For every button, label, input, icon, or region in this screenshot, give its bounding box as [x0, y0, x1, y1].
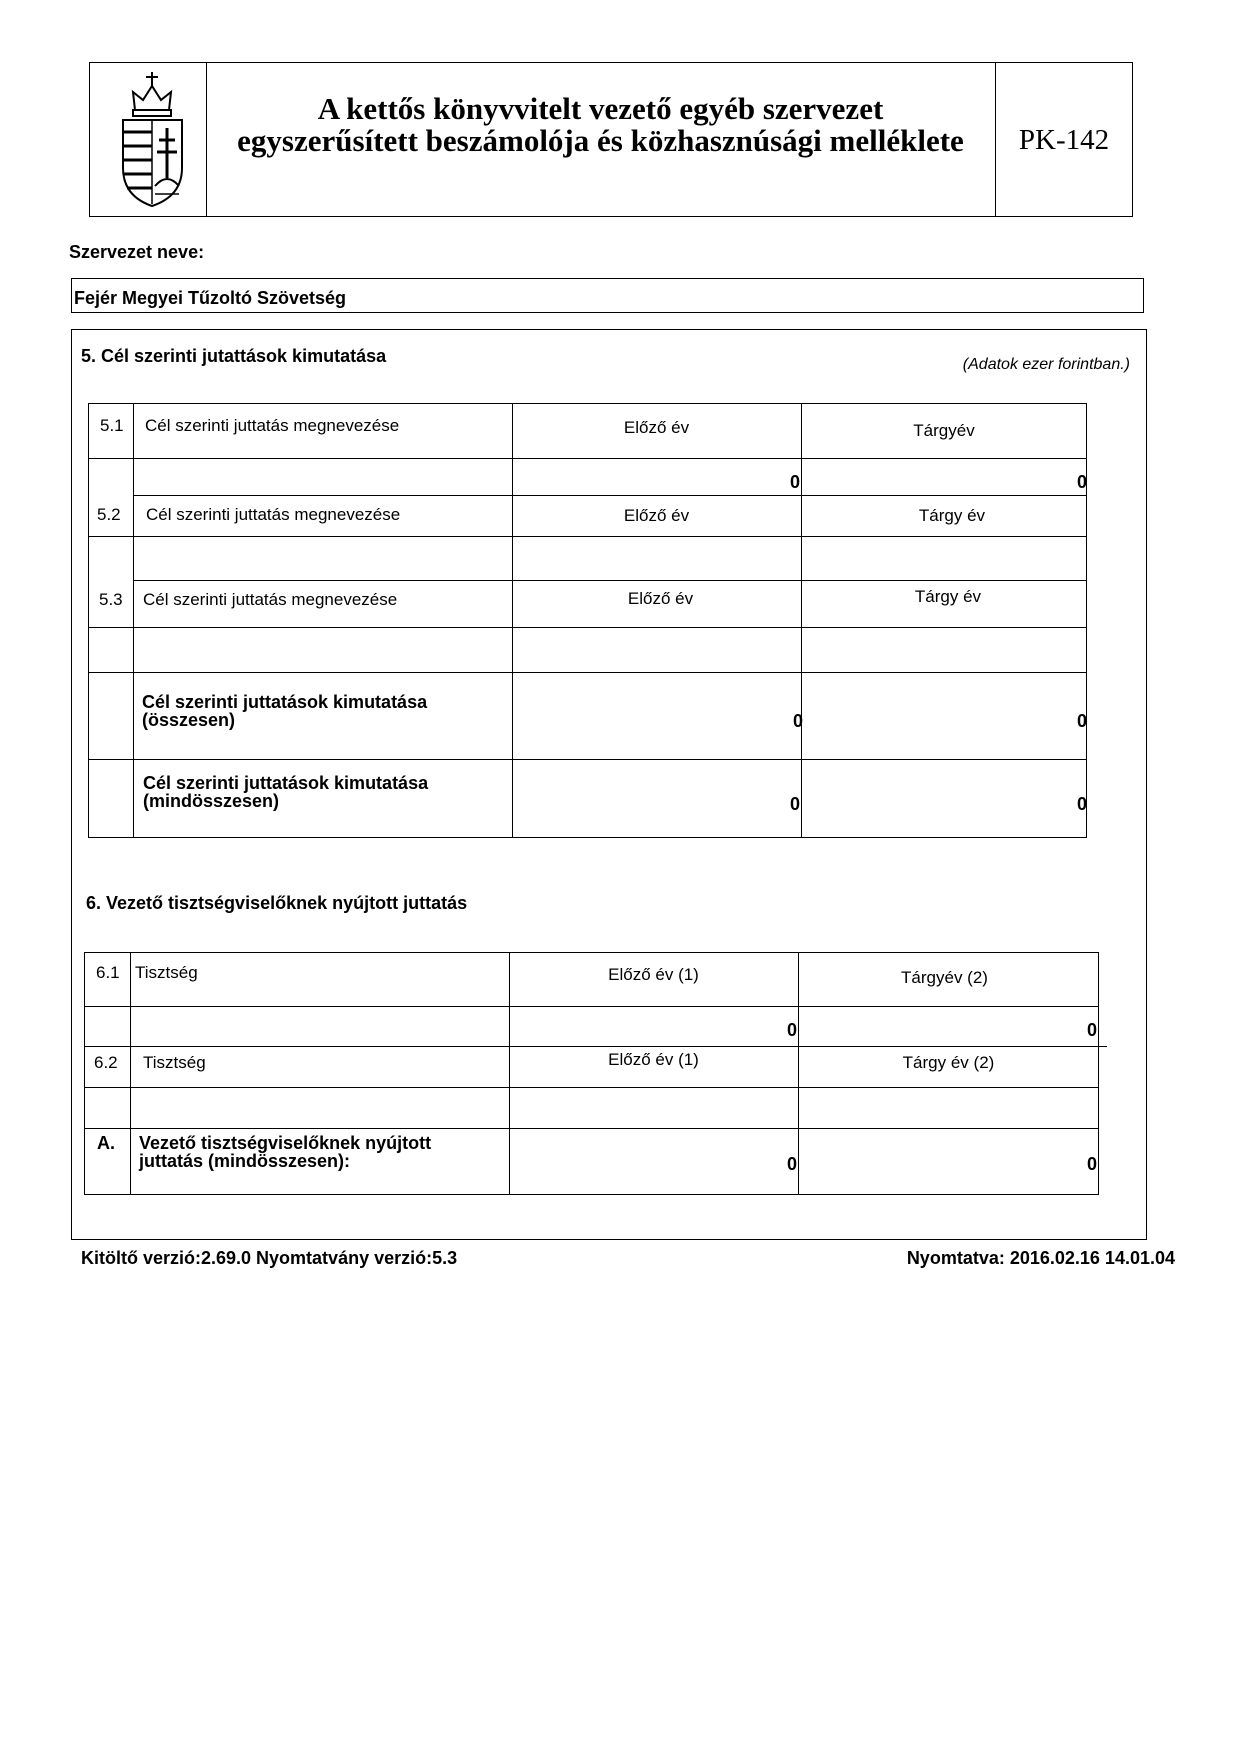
form-title-line2: egyszerűsített beszámolója és közhasznúsági melléklete: [237, 123, 964, 158]
row-5-2-name-value[interactable]: [140, 545, 505, 567]
row-5-3-name-label: Cél szerinti juttatás megnevezése: [143, 590, 398, 609]
row-5-2-prev-label: Előző év: [623, 506, 690, 525]
row-5-1-prev-label: Előző év: [623, 418, 690, 437]
section5-subtotal-label-line2: (összesen): [142, 710, 236, 730]
section5-subtotal-prev: 0: [792, 711, 803, 731]
form-title-line1: A kettős könyvvitelt vezető egyéb szervezet: [317, 91, 884, 126]
row-6-1-curr-value[interactable]: 0: [1086, 1020, 1097, 1040]
units-note: (Adatok ezer forintban.): [962, 356, 1130, 373]
row-6-1-prev-label: Előző év (1): [608, 965, 699, 984]
section6-total-number: A.: [97, 1133, 115, 1153]
row-5-1-name-label: Cél szerinti juttatás megnevezése: [145, 416, 400, 435]
form-title: [206, 93, 995, 157]
section5-total-label-line2: (mindösszesen): [143, 791, 280, 811]
section5-subtotal-label-line1: Cél szerinti juttatások kimutatása: [142, 692, 428, 712]
row-5-3-name-value[interactable]: [140, 637, 505, 659]
row-5-1-prev-value[interactable]: 0: [789, 472, 800, 492]
row-5-2-name-label: Cél szerinti juttatás megnevezése: [146, 505, 401, 524]
section5-subtotal-label: [142, 693, 427, 729]
row-5-1-name-value[interactable]: [140, 470, 505, 492]
section5-title: 5. Cél szerinti jutattások kimutatása: [81, 346, 387, 366]
row-6-2-name-label: Tisztség: [143, 1053, 206, 1072]
section5-total-label-line1: Cél szerinti juttatások kimutatása: [143, 773, 429, 793]
organization-name: Fejér Megyei Tűzoltó Szövetség: [74, 288, 347, 308]
row-5-3-number: 5.3: [99, 590, 123, 609]
row-6-1-number: 6.1: [96, 963, 120, 982]
row-6-2-curr-label: Tárgy év (2): [902, 1053, 995, 1072]
row-6-2-prev-label: Előző év (1): [608, 1050, 699, 1069]
section5-subtotal-curr: 0: [1076, 711, 1087, 731]
section6-title: 6. Vezető tisztségviselőknek nyújtott juttatás: [86, 893, 468, 913]
row-5-1-number: 5.1: [100, 416, 124, 435]
row-6-1-prev-value[interactable]: 0: [786, 1020, 797, 1040]
row-6-1-name-label: Tisztség: [135, 963, 198, 982]
row-6-2-number: 6.2: [94, 1053, 118, 1072]
footer-version: Kitöltő verzió:2.69.0 Nyomtatvány verzió:5.3: [81, 1248, 458, 1268]
row-5-2-curr-label: Tárgy év: [918, 506, 986, 525]
footer-printed: Nyomtatva: 2016.02.16 14.01.04: [906, 1248, 1175, 1268]
section5-total-curr: 0: [1076, 794, 1087, 814]
row-6-1-curr-label: Tárgyév (2): [901, 968, 988, 987]
section6-total-label-line2: juttatás (mindösszesen):: [139, 1151, 351, 1171]
organization-label: Szervezet neve:: [69, 242, 205, 262]
row-5-3-prev-label: Előző év: [627, 589, 694, 608]
row-5-1-curr-label: Tárgyév: [913, 421, 975, 440]
coat-of-arms-icon: [115, 68, 190, 208]
row-5-3-curr-label: Tárgy év: [914, 587, 982, 606]
section5-total-prev: 0: [789, 794, 800, 814]
row-5-1-curr-value[interactable]: 0: [1076, 472, 1087, 492]
section6-total-label: [139, 1134, 431, 1170]
section6-total-curr: 0: [1086, 1154, 1097, 1174]
section6-total-prev: 0: [786, 1154, 797, 1174]
section6-total-label-line1: Vezető tisztségviselőknek nyújtott: [139, 1133, 432, 1153]
section5-total-label: [143, 774, 428, 810]
form-code: PK-142: [1018, 124, 1110, 156]
row-5-2-number: 5.2: [97, 505, 121, 524]
